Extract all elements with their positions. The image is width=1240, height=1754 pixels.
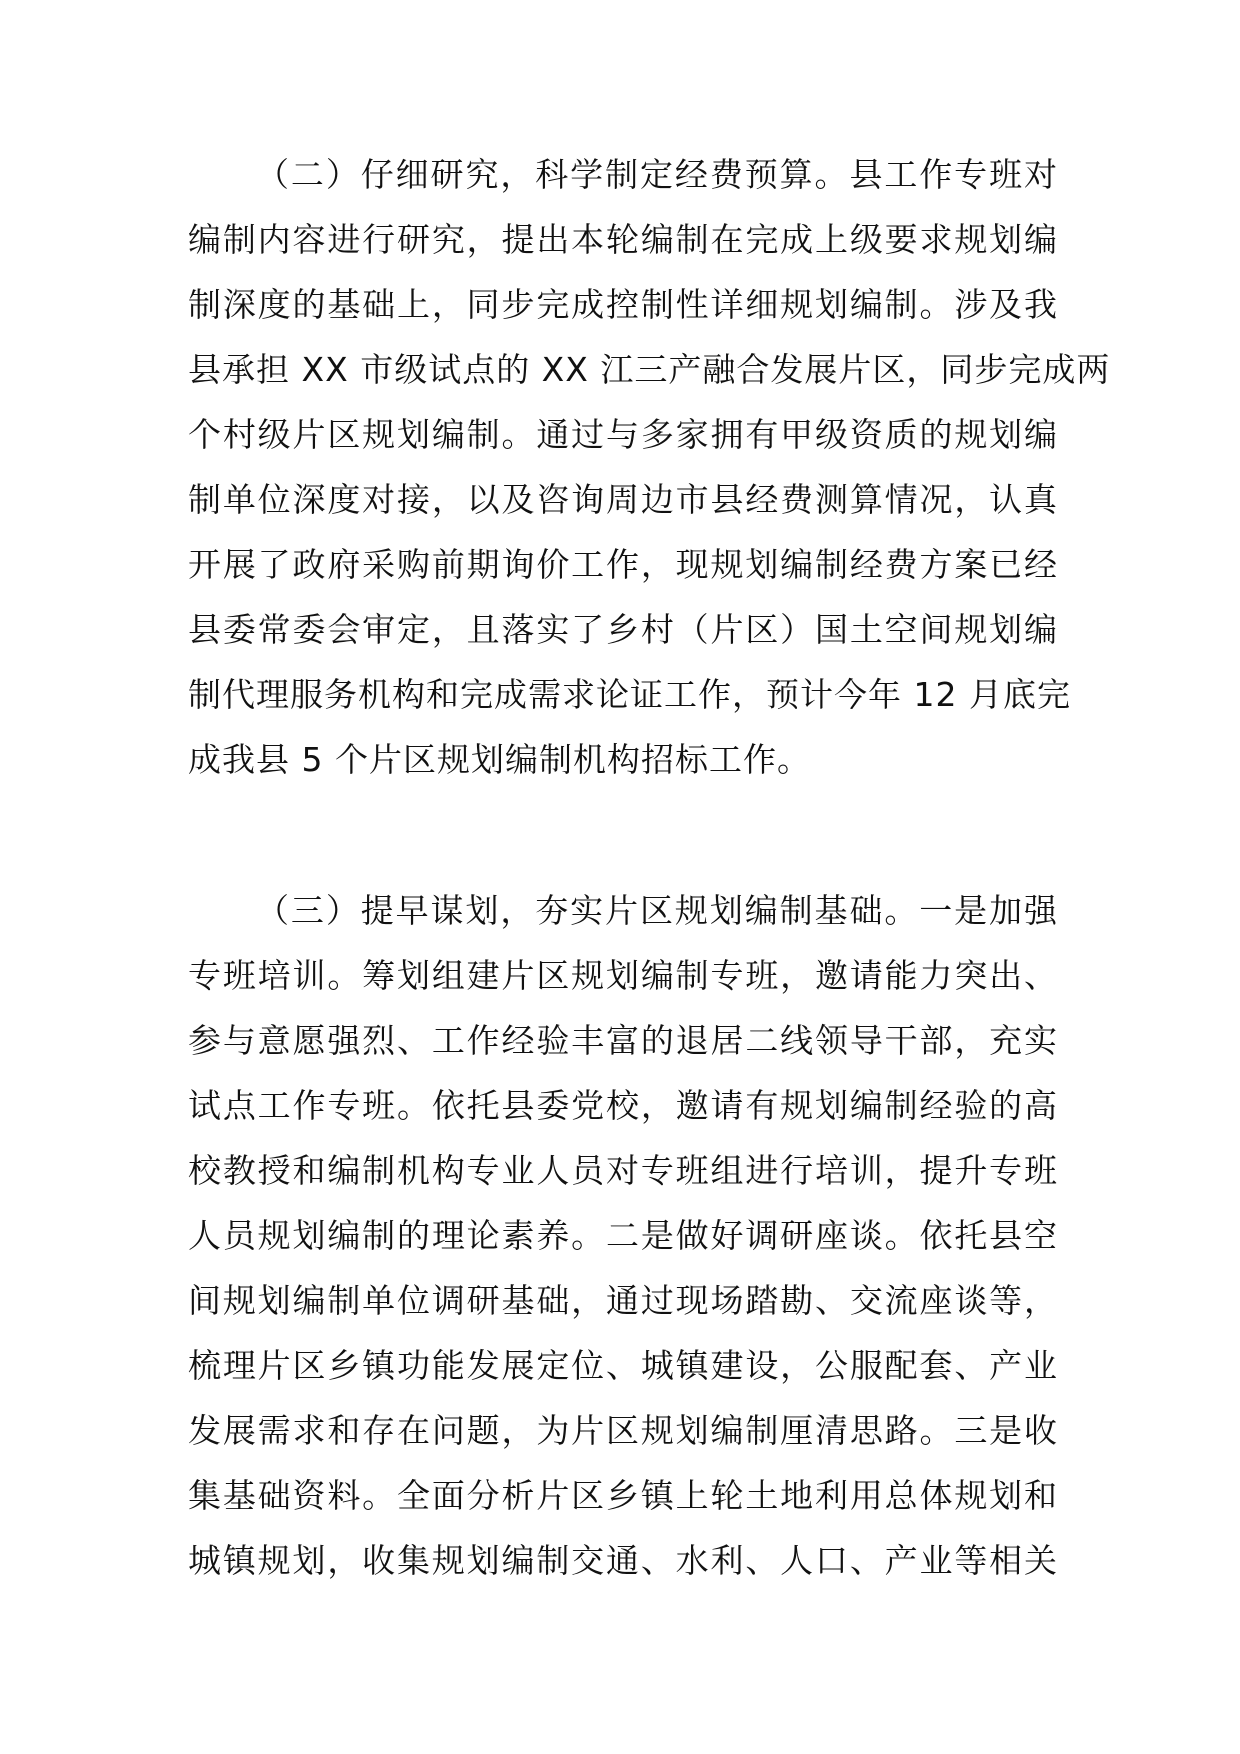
paragraph-3-line-5: 校教授和编制机构专业人员对专班组进行培训，提升专班 [188,1151,1058,1190]
paragraph-2-line-4: 县承担 XX 市级试点的 XX 江三产融合发展片区，同步完成两 [188,350,1111,389]
paragraph-3-line-9: 发展需求和存在问题，为片区规划编制厘清思路。三是收 [188,1411,1058,1450]
paragraph-2-line-2: 编制内容进行研究，提出本轮编制在完成上级要求规划编 [188,220,1058,259]
paragraph-2-line-7: 开展了政府采购前期询价工作，现规划编制经费方案已经 [188,545,1058,584]
paragraph-3-line-8: 梳理片区乡镇功能发展定位、城镇建设，公服配套、产业 [188,1346,1058,1385]
paragraph-2-line-5: 个村级片区规划编制。通过与多家拥有甲级资质的规划编 [188,415,1058,454]
paragraph-3-line-6: 人员规划编制的理论素养。二是做好调研座谈。依托县空 [188,1216,1058,1255]
paragraph-3-line-3: 参与意愿强烈、工作经验丰富的退居二线领导干部，充实 [188,1021,1058,1060]
paragraph-3-line-2: 专班培训。筹划组建片区规划编制专班，邀请能力突出、 [188,956,1058,995]
paragraph-2-line-10: 成我县 5 个片区规划编制机构招标工作。 [188,740,811,779]
paragraph-2-line-8: 县委常委会审定，且落实了乡村（片区）国土空间规划编 [188,610,1058,649]
paragraph-3-line-11: 城镇规划，收集规划编制交通、水利、人口、产业等相关 [188,1541,1058,1580]
paragraph-3-line-1: （三）提早谋划，夯实片区规划编制基础。一是加强 [256,891,1058,930]
paragraph-3-line-10: 集基础资料。全面分析片区乡镇上轮土地利用总体规划和 [188,1476,1058,1515]
paragraph-2-line-3: 制深度的基础上，同步完成控制性详细规划编制。涉及我 [188,285,1058,324]
paragraph-2-line-6: 制单位深度对接，以及咨询周边市县经费测算情况，认真 [188,480,1058,519]
paragraph-2-line-9: 制代理服务机构和完成需求论证工作，预计今年 12 月底完 [188,675,1071,714]
paragraph-3-line-7: 间规划编制单位调研基础，通过现场踏勘、交流座谈等， [188,1281,1058,1320]
paragraph-2-line-1: （二）仔细研究，科学制定经费预算。县工作专班对 [256,155,1058,194]
paragraph-3-line-4: 试点工作专班。依托县委党校，邀请有规划编制经验的高 [188,1086,1058,1125]
